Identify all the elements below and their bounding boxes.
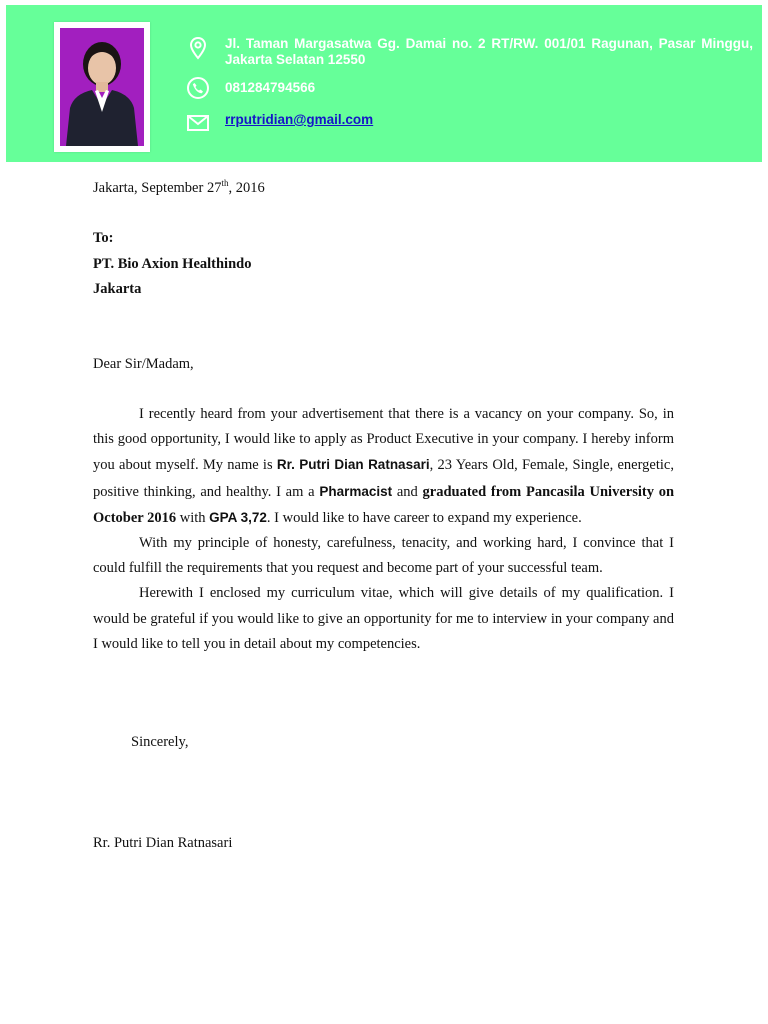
p1-text-2: , 23 Years Old, Female, Single, energetic, positive thinking, and healthy. I am a (93, 457, 674, 500)
person-portrait-icon (60, 28, 144, 146)
to-label: To: (93, 230, 114, 246)
p1-text-5: . I would like to have career to expand my experience. (266, 509, 582, 526)
location-pin-icon (186, 36, 210, 60)
phone-row (186, 76, 315, 100)
address-row (186, 36, 753, 68)
date-main: Jakarta, September 27 (93, 180, 222, 196)
profile-photo-frame (54, 22, 150, 152)
graduation-info: graduated from Pancasila University on October 2016 (93, 483, 675, 526)
p1-text-1: I recently heard from your advertisement that there is a vacancy on your company. So, in this good opportunity, I would like to apply as Product Executive in your company. I hereby inform you about myself. My name is (93, 406, 674, 474)
mail-icon (186, 111, 210, 135)
gpa: GPA 3,72 (209, 509, 267, 525)
date-ordinal: th (221, 178, 229, 189)
paragraph-2: With my principle of honesty, carefulness, tenacity, and working hard, I convince that I could fulfill the requirements that you request and become part of your successful team. (93, 535, 674, 577)
p1-text-4: with (176, 509, 210, 526)
letter-date (93, 176, 265, 201)
closing: Sincerely, (131, 734, 189, 750)
letter-body (93, 402, 674, 657)
recipient-city: Jakarta (93, 281, 142, 297)
date-year: , 2016 (228, 180, 265, 196)
email-row (186, 111, 373, 135)
address-text: Jl. Taman Margasatwa Gg. Damai no. 2 RT/RW. 001/01 Ragunan, Pasar Minggu, Jakarta Selatan 12550 (225, 36, 753, 67)
phone-icon (186, 76, 210, 100)
p1-text-3: and (392, 483, 423, 500)
signature-name: Rr. Putri Dian Ratnasari (93, 835, 233, 851)
email-link[interactable]: rrputridian@gmail.com (225, 112, 374, 127)
recipient-company: PT. Bio Axion Healthindo (93, 256, 252, 272)
paragraph-3: Herewith I enclosed my curriculum vitae, which will give details of my qualification. I would be grateful if you would like to give an opportunity for me to interview in your company and I would like to tell you in detail about my competencies. (93, 585, 674, 652)
profile-photo (60, 28, 144, 146)
paragraph-1 (93, 402, 674, 531)
phone-text: 081284794566 (225, 80, 316, 95)
header-banner (6, 5, 762, 162)
profession: Pharmacist (319, 483, 393, 499)
applicant-name: Rr. Putri Dian Ratnasari (276, 457, 430, 473)
salutation: Dear Sir/Madam, (93, 356, 194, 372)
